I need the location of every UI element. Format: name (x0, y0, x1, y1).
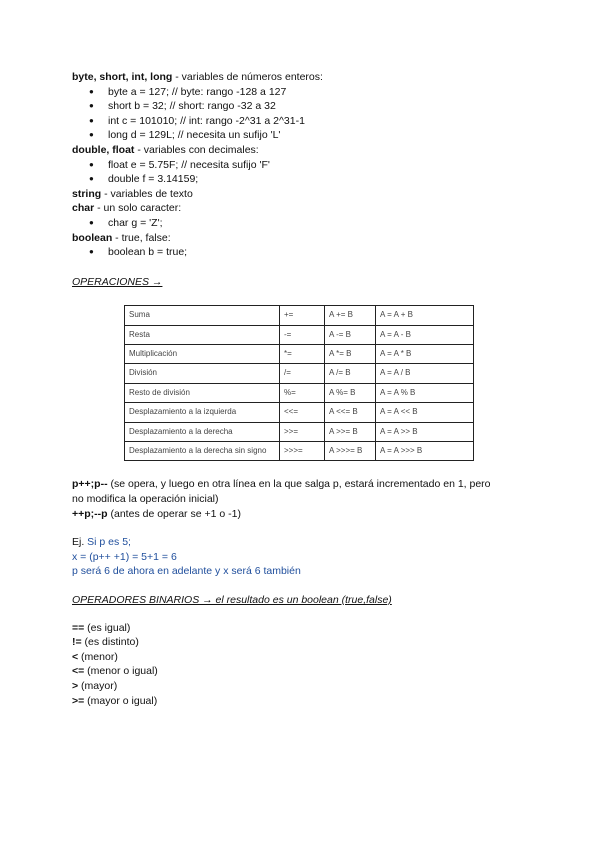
list-item: ● byte a = 127; // byte: rango -128 a 127 (72, 85, 542, 100)
table-cell: Desplazamiento a la derecha (125, 422, 280, 441)
post-increment-text-1: (se opera, y luego en otra línea en la que salga p, estará incrementado en 1, pero (107, 478, 491, 491)
table-row (125, 306, 474, 325)
list-item: ● long d = 129L; // necesita un sufijo 'L' (72, 128, 542, 143)
char-description: - un solo caracter: (94, 202, 182, 215)
example-line-1: Si p es 5; (87, 536, 131, 549)
list-item: ● boolean b = true; (72, 245, 542, 260)
table-cell: Desplazamiento a la izquierda (125, 403, 280, 422)
boolean-description: - true, false: (112, 231, 171, 244)
pre-increment-text: (antes de operar se +1 o -1) (107, 507, 241, 520)
string-type-line (72, 187, 542, 202)
binary-operator-symbol: > (72, 679, 79, 692)
boolean-type-line (72, 231, 542, 246)
pre-increment-operators: ++p;--p (72, 507, 108, 520)
list-item: ● char g = 'Z'; (72, 216, 542, 231)
post-increment-text-2: no modifica la operación inicial) (72, 493, 219, 506)
table-row (125, 403, 474, 422)
list-item (72, 635, 542, 650)
post-increment-paragraph (72, 477, 542, 521)
table-cell: A /= B (325, 364, 376, 383)
binary-operators-list (72, 621, 542, 709)
table-cell: A = A * B (376, 345, 474, 364)
table-cell: A -= B (325, 325, 376, 344)
table-cell: >>>= (280, 442, 325, 461)
boolean-keyword: boolean (72, 231, 113, 244)
binary-operator-description: (es igual) (84, 621, 131, 634)
table-cell: A += B (325, 306, 376, 325)
int-types-heading (72, 70, 542, 85)
operations-table (124, 305, 474, 461)
float-types-heading (72, 143, 542, 158)
binary-operator-description: (mayor) (78, 679, 118, 692)
table-cell: A = A + B (376, 306, 474, 325)
table-cell: -= (280, 325, 325, 344)
example-line-2: x = (p++ +1) = 5+1 = 6 (72, 550, 177, 563)
binarios-heading: OPERADORES BINARIOS → el resultado es un boolean (true,false) (72, 594, 392, 606)
example-line-3: p será 6 de ahora en adelante y x será 6 también (72, 565, 301, 578)
table-cell: Multiplicación (125, 345, 280, 364)
table-row (125, 325, 474, 344)
table-cell: A = A / B (376, 364, 474, 383)
binary-operator-symbol: < (72, 650, 79, 663)
table-cell: A = A >>> B (376, 442, 474, 461)
binary-operator-description: (mayor o igual) (84, 694, 158, 707)
list-item (72, 694, 542, 709)
list-item: ● double f = 3.14159; (72, 172, 542, 187)
table-cell: += (280, 306, 325, 325)
list-item: ● short b = 32; // short: rango -32 a 32 (72, 99, 542, 114)
table-row (125, 442, 474, 461)
table-cell: A = A - B (376, 325, 474, 344)
binary-operator-description: (menor) (78, 650, 118, 663)
table-row (125, 345, 474, 364)
table-row (125, 383, 474, 402)
binary-operator-symbol: != (72, 636, 82, 649)
table-cell: Desplazamiento a la derecha sin signo (125, 442, 280, 461)
table-cell: A = A >> B (376, 422, 474, 441)
table-cell: A %= B (325, 383, 376, 402)
float-types-description: - variables con decimales: (134, 143, 259, 156)
table-cell: A >>= B (325, 422, 376, 441)
table-cell: A <<= B (325, 403, 376, 422)
list-item (72, 650, 542, 665)
list-item (72, 679, 542, 694)
char-list (72, 216, 542, 231)
string-keyword: string (72, 187, 102, 200)
table-cell: A >>>= B (325, 442, 376, 461)
string-description: - variables de texto (101, 187, 193, 200)
binary-operator-description: (es distinto) (81, 636, 139, 649)
int-types-list (72, 85, 542, 143)
list-item: ● int c = 101010; // int: rango -2^31 a 2^31-1 (72, 114, 542, 129)
table-cell: Resta (125, 325, 280, 344)
binary-operator-symbol: >= (72, 694, 85, 707)
binary-operator-description: (menor o igual) (84, 665, 158, 678)
table-cell: %= (280, 383, 325, 402)
example-prefix: Ej. (72, 536, 88, 549)
float-types-list (72, 158, 542, 187)
char-keyword: char (72, 202, 95, 215)
int-types-description: - variables de números enteros: (172, 71, 323, 83)
int-types-keywords: byte, short, int, long (72, 71, 173, 83)
table-cell: /= (280, 364, 325, 383)
table-cell: A = A << B (376, 403, 474, 422)
table-cell: Resto de división (125, 383, 280, 402)
operaciones-heading: OPERACIONES → (72, 275, 163, 288)
binary-operator-symbol: <= (72, 665, 85, 678)
table-cell: División (125, 364, 280, 383)
example-block (72, 535, 542, 579)
table-cell: Suma (125, 306, 280, 325)
document-page (72, 70, 542, 708)
table-row (125, 422, 474, 441)
table-row (125, 364, 474, 383)
table-cell: <<= (280, 403, 325, 422)
list-item (72, 664, 542, 679)
boolean-list (72, 245, 542, 260)
list-item: ● float e = 5.75F; // necesita sufijo 'F' (72, 158, 542, 173)
binary-operator-symbol: == (72, 621, 85, 634)
post-increment-operators: p++;p-- (72, 478, 108, 491)
table-cell: *= (280, 345, 325, 364)
table-cell: A = A % B (376, 383, 474, 402)
float-types-keywords: double, float (72, 143, 135, 156)
table-cell: A *= B (325, 345, 376, 364)
char-type-line (72, 201, 542, 216)
list-item (72, 621, 542, 636)
table-cell: >>= (280, 422, 325, 441)
